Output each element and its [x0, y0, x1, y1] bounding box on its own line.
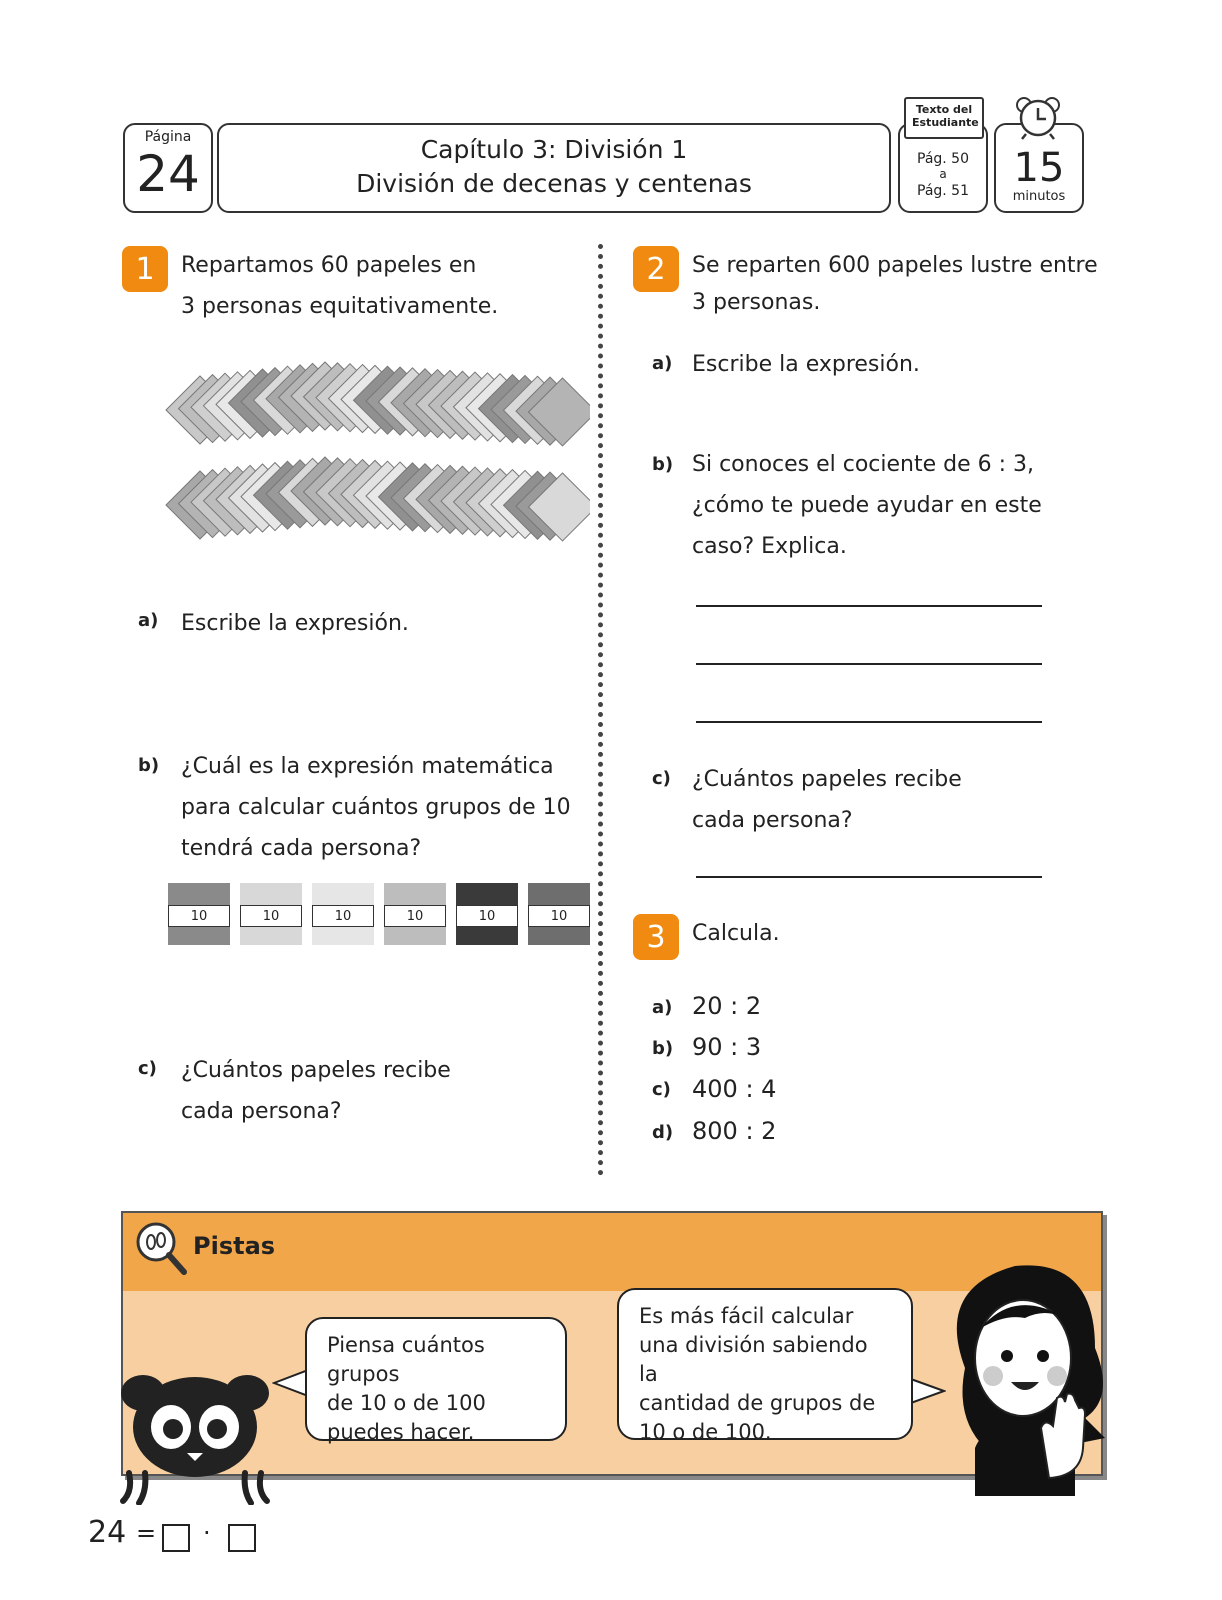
- q2-c-line2: cada persona?: [692, 808, 853, 833]
- stack-top: [528, 883, 590, 905]
- chapter-title: Capítulo 3: División 1: [420, 135, 688, 164]
- stack-top: [312, 883, 374, 905]
- footer-box-2: [228, 1524, 256, 1552]
- question-2-badge: 2: [633, 246, 679, 292]
- paper-stacks-illustration: [160, 355, 590, 555]
- stack-label: 10: [168, 905, 230, 927]
- bubble1-line3: puedes hacer.: [327, 1420, 475, 1444]
- q2-a-label: a): [652, 353, 673, 374]
- ten-stacks-row: [168, 883, 598, 953]
- hint-bubble-2: [617, 1288, 913, 1444]
- ten-stack: [528, 883, 590, 947]
- stack-label: 10: [384, 905, 446, 927]
- pag-sep: a: [939, 167, 947, 181]
- q1-a-text: Escribe la expresión.: [181, 611, 409, 636]
- q3-b-label: b): [652, 1038, 674, 1059]
- answer-line[interactable]: [696, 876, 1042, 878]
- stack-label: 10: [312, 905, 374, 927]
- stack-bottom: [168, 927, 230, 945]
- stack-bottom: [456, 927, 518, 945]
- question-1-badge: 1: [122, 246, 168, 292]
- q2-text-line2: 3 personas.: [692, 290, 821, 315]
- chapter-subtitle: División de decenas y centenas: [356, 169, 752, 198]
- q2-b-label: b): [652, 454, 674, 475]
- q2-c-line1: ¿Cuántos papeles recibe: [692, 767, 962, 792]
- ten-stack: [456, 883, 518, 947]
- q2-text-line1: Se reparten 600 papeles lustre entre: [692, 253, 1098, 278]
- bubble2-line1: Es más fácil calcular: [639, 1304, 854, 1328]
- hints-title: Pistas: [193, 1232, 276, 1260]
- stack-bottom: [384, 927, 446, 945]
- stack-label: 10: [456, 905, 518, 927]
- footer-box-1: [162, 1524, 190, 1552]
- stack-label: 10: [528, 905, 590, 927]
- q3-d-label: d): [652, 1122, 674, 1143]
- q3-text: Calcula.: [692, 921, 780, 946]
- footer-equals: =: [136, 1519, 157, 1547]
- bubble2-line2: una división sabiendo la: [639, 1333, 868, 1386]
- q1-b-line1: ¿Cuál es la expresión matemática: [181, 754, 554, 779]
- page-number-box: [123, 123, 213, 213]
- q3-b-expr: 90 : 3: [692, 1033, 762, 1061]
- column-divider: [598, 244, 603, 1176]
- q2-c-label: c): [652, 768, 671, 789]
- q3-c-expr: 400 : 4: [692, 1075, 777, 1103]
- q1-c-line2: cada persona?: [181, 1099, 342, 1124]
- stack-bottom: [240, 927, 302, 945]
- stack-top: [168, 883, 230, 905]
- monkey-character-icon: [115, 1365, 275, 1505]
- book-icon: [904, 97, 984, 139]
- q1-b-line2: para calcular cuántos grupos de 10: [181, 795, 571, 820]
- answer-line[interactable]: [696, 721, 1042, 723]
- footer-page-number: 24: [88, 1515, 127, 1550]
- ten-stack: [168, 883, 230, 947]
- answer-line[interactable]: [696, 663, 1042, 665]
- pag-to: Pág. 51: [917, 183, 969, 199]
- pag-from: Pág. 50: [917, 151, 969, 167]
- ten-stack: [384, 883, 446, 947]
- q1-b-line3: tendrá cada persona?: [181, 836, 422, 861]
- stack-label: 10: [240, 905, 302, 927]
- bubble2-line4: 10 o de 100.: [639, 1420, 772, 1444]
- girl-character-icon: [945, 1248, 1115, 1496]
- q2-b-line1: Si conoces el cociente de 6 : 3,: [692, 452, 1035, 477]
- bubble1-line2: de 10 o de 100: [327, 1391, 486, 1415]
- stack-bottom: [528, 927, 590, 945]
- stack-top: [240, 883, 302, 905]
- question-3-badge: 3: [633, 914, 679, 960]
- q3-c-label: c): [652, 1079, 671, 1100]
- hint-bubble-1: [305, 1317, 567, 1444]
- q2-a-text: Escribe la expresión.: [692, 352, 920, 377]
- q1-text-line1: Repartamos 60 papeles en: [181, 253, 477, 278]
- page-label: Página: [144, 129, 192, 145]
- footer-dot: ·: [203, 1519, 211, 1547]
- q1-b-label: b): [138, 755, 160, 776]
- q1-text-line2: 3 personas equitativamente.: [181, 294, 499, 319]
- time-value: 15: [1013, 145, 1065, 191]
- answer-line[interactable]: [696, 605, 1042, 607]
- bubble1-line1: Piensa cuántos grupos: [327, 1333, 485, 1386]
- q3-a-label: a): [652, 997, 673, 1018]
- bubble2-tail: [908, 1376, 946, 1406]
- q1-c-line1: ¿Cuántos papeles recibe: [181, 1058, 451, 1083]
- q3-d-expr: 800 : 2: [692, 1117, 777, 1145]
- ten-stack: [312, 883, 374, 947]
- q2-b-line2: ¿cómo te puede ayudar en este: [692, 493, 1042, 518]
- bubble1-tail: [272, 1368, 308, 1398]
- stack-top: [384, 883, 446, 905]
- q1-c-label: c): [138, 1058, 157, 1079]
- stack-top: [456, 883, 518, 905]
- bubble2-line3: cantidad de grupos de: [639, 1391, 876, 1415]
- book-label: Texto del Estudiante: [912, 103, 979, 129]
- time-unit: minutos: [1012, 189, 1066, 204]
- alarm-clock-icon: [1012, 96, 1064, 140]
- chapter-title-box: [217, 123, 891, 213]
- stack-bottom: [312, 927, 374, 945]
- page-number: 24: [136, 145, 200, 203]
- q1-a-label: a): [138, 610, 159, 631]
- ten-stack: [240, 883, 302, 947]
- q2-b-line3: caso? Explica.: [692, 534, 847, 559]
- magnifier-footprint-icon: [132, 1220, 190, 1278]
- q3-a-expr: 20 : 2: [692, 992, 762, 1020]
